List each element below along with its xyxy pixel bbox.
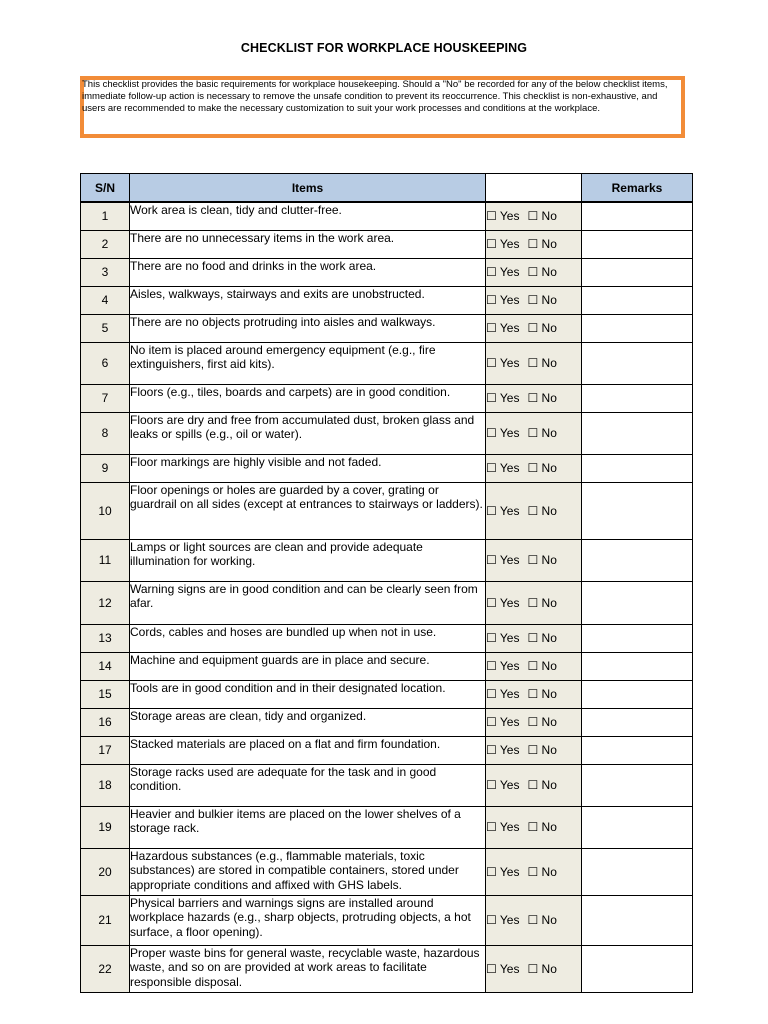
row-response <box>486 581 582 624</box>
row-sn: 19 <box>81 806 130 848</box>
row-item: Floor markings are highly visible and not faded. <box>130 454 486 482</box>
table-row <box>81 482 693 539</box>
row-response <box>486 202 582 230</box>
row-item: Floor openings or holes are guarded by a cover, grating or guardrail on all sides (except at entrances to stairways or ladders). <box>130 482 486 539</box>
row-response <box>486 314 582 342</box>
no-checkbox[interactable]: ☐ No <box>527 321 557 335</box>
yes-checkbox[interactable]: ☐ Yes <box>486 743 520 757</box>
row-item: There are no objects protruding into aisles and walkways. <box>130 314 486 342</box>
yes-checkbox[interactable]: ☐ Yes <box>486 820 520 834</box>
row-sn: 1 <box>81 202 130 230</box>
row-response <box>486 258 582 286</box>
no-checkbox[interactable]: ☐ No <box>527 631 557 645</box>
table-row <box>81 581 693 624</box>
yes-checkbox[interactable]: ☐ Yes <box>486 595 520 610</box>
remarks-cell[interactable] <box>582 342 693 384</box>
table-row <box>81 384 693 412</box>
row-sn: 4 <box>81 286 130 314</box>
remarks-cell[interactable] <box>582 945 693 992</box>
yes-checkbox[interactable]: ☐ Yes <box>486 687 520 701</box>
row-item: There are no unnecessary items in the work area. <box>130 230 486 258</box>
no-checkbox[interactable]: ☐ No <box>527 209 557 224</box>
remarks-cell[interactable] <box>582 384 693 412</box>
row-item: Storage racks used are adequate for the task and in good condition. <box>130 764 486 806</box>
remarks-cell[interactable] <box>582 680 693 708</box>
no-checkbox[interactable]: ☐ No <box>527 820 557 834</box>
row-sn: 10 <box>81 482 130 539</box>
row-sn: 15 <box>81 680 130 708</box>
row-response <box>486 652 582 680</box>
row-response <box>486 895 582 945</box>
yes-checkbox[interactable]: ☐ Yes <box>486 426 520 440</box>
intro-text: This checklist provides the basic requirements for workplace housekeeping. Should a "No" be recorded for any of the below checklist items, immediate follow-up action is necessary to remove the unsafe condition to prevent its reoccurrence. This checklist is non-exhaustive, and users are recommended to make the necessary customization to suit your work processes and conditions at the workplace. <box>82 79 668 114</box>
table-row <box>81 736 693 764</box>
row-sn: 8 <box>81 412 130 454</box>
no-checkbox[interactable]: ☐ No <box>527 503 557 518</box>
row-item: Physical barriers and warnings signs are installed around workplace hazards (e.g., sharp objects, protruding objects, a hot surface, a floor opening). <box>130 895 486 945</box>
table-row <box>81 764 693 806</box>
row-sn: 7 <box>81 384 130 412</box>
no-checkbox[interactable]: ☐ No <box>527 961 557 976</box>
no-checkbox[interactable]: ☐ No <box>527 864 557 879</box>
no-checkbox[interactable]: ☐ No <box>527 715 557 729</box>
header-remarks: Remarks <box>582 174 693 203</box>
no-checkbox[interactable]: ☐ No <box>527 687 557 701</box>
row-response <box>486 539 582 581</box>
yes-checkbox[interactable]: ☐ Yes <box>486 265 520 279</box>
yes-checkbox[interactable]: ☐ Yes <box>486 715 520 729</box>
remarks-cell[interactable] <box>582 258 693 286</box>
row-sn: 3 <box>81 258 130 286</box>
row-sn: 21 <box>81 895 130 945</box>
table-row <box>81 806 693 848</box>
row-sn: 17 <box>81 736 130 764</box>
remarks-cell[interactable] <box>582 806 693 848</box>
table-row <box>81 680 693 708</box>
row-sn: 13 <box>81 624 130 652</box>
yes-checkbox[interactable]: ☐ Yes <box>486 913 520 927</box>
remarks-cell[interactable] <box>582 764 693 806</box>
document-title: CHECKLIST FOR WORKPLACE HOUSKEEPING <box>240 41 528 55</box>
yes-checkbox[interactable]: ☐ Yes <box>486 209 520 224</box>
table-row <box>81 230 693 258</box>
header-response <box>486 174 582 203</box>
row-response <box>486 848 582 895</box>
yes-checkbox[interactable]: ☐ Yes <box>486 631 520 645</box>
table-row <box>81 202 693 230</box>
row-item: There are no food and drinks in the work area. <box>130 258 486 286</box>
row-response <box>486 945 582 992</box>
remarks-cell[interactable] <box>582 895 693 945</box>
header-items: Items <box>130 174 486 203</box>
row-sn: 22 <box>81 945 130 992</box>
no-checkbox[interactable]: ☐ No <box>527 461 557 475</box>
no-checkbox[interactable]: ☐ No <box>527 595 557 610</box>
row-sn: 12 <box>81 581 130 624</box>
row-response <box>486 454 582 482</box>
no-checkbox[interactable]: ☐ No <box>527 913 557 927</box>
no-checkbox[interactable]: ☐ No <box>527 778 557 792</box>
table-row <box>81 539 693 581</box>
remarks-cell[interactable] <box>582 230 693 258</box>
row-item: Heavier and bulkier items are placed on the lower shelves of a storage rack. <box>130 806 486 848</box>
remarks-cell[interactable] <box>582 412 693 454</box>
row-item: Tools are in good condition and in their designated location. <box>130 680 486 708</box>
table-row <box>81 624 693 652</box>
row-sn: 20 <box>81 848 130 895</box>
row-response <box>486 230 582 258</box>
remarks-cell[interactable] <box>582 581 693 624</box>
row-item: Lamps or light sources are clean and provide adequate illumination for working. <box>130 539 486 581</box>
table-row <box>81 652 693 680</box>
row-item: Floors (e.g., tiles, boards and carpets) are in good condition. <box>130 384 486 412</box>
table-row <box>81 314 693 342</box>
yes-checkbox[interactable]: ☐ Yes <box>486 391 520 405</box>
no-checkbox[interactable]: ☐ No <box>527 237 557 251</box>
row-sn: 5 <box>81 314 130 342</box>
row-sn: 14 <box>81 652 130 680</box>
row-item: Warning signs are in good condition and can be clearly seen from afar. <box>130 581 486 624</box>
no-checkbox[interactable]: ☐ No <box>527 743 557 757</box>
remarks-cell[interactable] <box>582 286 693 314</box>
row-response <box>486 384 582 412</box>
no-checkbox[interactable]: ☐ No <box>527 553 557 567</box>
row-item: Work area is clean, tidy and clutter-free. <box>130 202 486 230</box>
no-checkbox[interactable]: ☐ No <box>527 426 557 440</box>
table-row <box>81 258 693 286</box>
row-response <box>486 286 582 314</box>
row-sn: 2 <box>81 230 130 258</box>
yes-checkbox[interactable]: ☐ Yes <box>486 778 520 792</box>
row-response <box>486 736 582 764</box>
remarks-cell[interactable] <box>582 652 693 680</box>
remarks-cell[interactable] <box>582 848 693 895</box>
row-item: Cords, cables and hoses are bundled up when not in use. <box>130 624 486 652</box>
yes-checkbox[interactable]: ☐ Yes <box>486 864 520 879</box>
remarks-cell[interactable] <box>582 482 693 539</box>
row-item: Aisles, walkways, stairways and exits are unobstructed. <box>130 286 486 314</box>
row-sn: 16 <box>81 708 130 736</box>
remarks-cell[interactable] <box>582 736 693 764</box>
remarks-cell[interactable] <box>582 202 693 230</box>
table-row <box>81 848 693 895</box>
row-item: Floors are dry and free from accumulated dust, broken glass and leaks or spills (e.g., oil or water). <box>130 412 486 454</box>
yes-checkbox[interactable]: ☐ Yes <box>486 503 520 518</box>
no-checkbox[interactable]: ☐ No <box>527 659 557 673</box>
no-checkbox[interactable]: ☐ No <box>527 356 557 370</box>
remarks-cell[interactable] <box>582 314 693 342</box>
table-row <box>81 945 693 992</box>
table-header-row <box>81 174 693 203</box>
remarks-cell[interactable] <box>582 708 693 736</box>
yes-checkbox[interactable]: ☐ Yes <box>486 321 520 335</box>
remarks-cell[interactable] <box>582 454 693 482</box>
no-checkbox[interactable]: ☐ No <box>527 391 557 405</box>
row-sn: 11 <box>81 539 130 581</box>
row-response <box>486 680 582 708</box>
row-response <box>486 482 582 539</box>
row-item: Storage areas are clean, tidy and organized. <box>130 708 486 736</box>
row-item: Stacked materials are placed on a flat and firm foundation. <box>130 736 486 764</box>
row-response <box>486 764 582 806</box>
yes-checkbox[interactable]: ☐ Yes <box>486 659 520 673</box>
row-sn: 18 <box>81 764 130 806</box>
table-row <box>81 286 693 314</box>
row-response <box>486 708 582 736</box>
yes-checkbox[interactable]: ☐ Yes <box>486 293 520 307</box>
yes-checkbox[interactable]: ☐ Yes <box>486 461 520 475</box>
yes-checkbox[interactable]: ☐ Yes <box>486 553 520 567</box>
row-sn: 9 <box>81 454 130 482</box>
table-row <box>81 708 693 736</box>
yes-checkbox[interactable]: ☐ Yes <box>486 961 520 976</box>
no-checkbox[interactable]: ☐ No <box>527 265 557 279</box>
row-item: Hazardous substances (e.g., flammable materials, toxic substances) are stored in compatible containers, stored under appropriate conditions and affixed with GHS labels. <box>130 848 486 895</box>
row-response <box>486 412 582 454</box>
row-item: Proper waste bins for general waste, recyclable waste, hazardous waste, and so on are provided at work areas to facilitate responsible disposal. <box>130 945 486 992</box>
remarks-cell[interactable] <box>582 624 693 652</box>
row-item: Machine and equipment guards are in place and secure. <box>130 652 486 680</box>
row-response <box>486 806 582 848</box>
row-item: No item is placed around emergency equipment (e.g., fire extinguishers, first aid kits). <box>130 342 486 384</box>
row-response <box>486 624 582 652</box>
no-checkbox[interactable]: ☐ No <box>527 293 557 307</box>
yes-checkbox[interactable]: ☐ Yes <box>486 356 520 370</box>
row-response <box>486 342 582 384</box>
row-sn: 6 <box>81 342 130 384</box>
table-row <box>81 454 693 482</box>
table-row <box>81 895 693 945</box>
table-row <box>81 412 693 454</box>
checklist-table <box>80 173 693 993</box>
remarks-cell[interactable] <box>582 539 693 581</box>
yes-checkbox[interactable]: ☐ Yes <box>486 237 520 251</box>
header-sn: S/N <box>81 174 130 203</box>
table-row <box>81 342 693 384</box>
